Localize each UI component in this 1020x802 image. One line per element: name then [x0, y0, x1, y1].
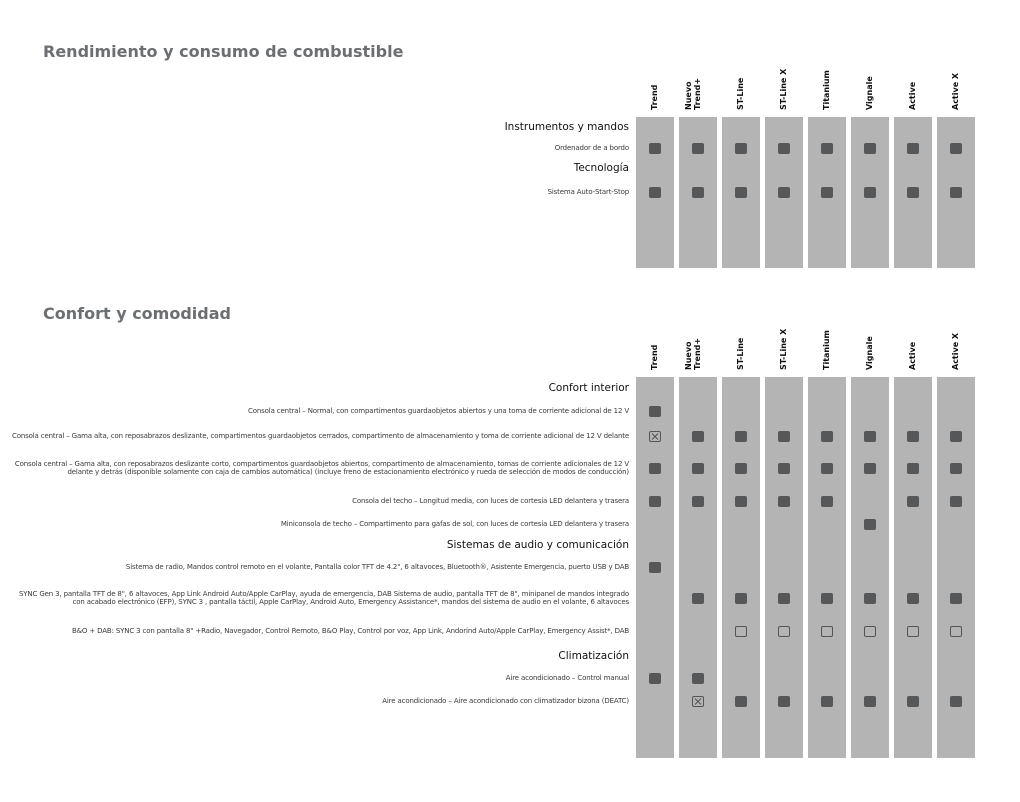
standard-marker — [907, 143, 919, 154]
column-header — [894, 304, 932, 374]
optional-marker — [950, 626, 962, 637]
standard-marker — [821, 496, 833, 507]
standard-marker — [907, 696, 919, 707]
standard-marker — [950, 463, 962, 474]
standard-marker — [692, 463, 704, 474]
feature-label: Consola del techo – Longitud media, con luces de cortesía LED delantera y trasera — [352, 496, 629, 505]
column-header-label: Trend — [650, 344, 659, 370]
column-header — [808, 304, 846, 374]
standard-marker — [950, 696, 962, 707]
standard-marker — [907, 187, 919, 198]
column-header-label: Nuevo Trend+ — [684, 77, 702, 110]
standard-marker — [821, 593, 833, 604]
package-marker — [649, 431, 661, 442]
column-header-label: Trend — [650, 84, 659, 110]
standard-marker — [649, 406, 661, 417]
feature-label: B&O + DAB: SYNC 3 con pantalla 8" +Radio, Navegador, Control Remoto, B&O Play, Control por voz, App Link, Andorind Auto/Apple CarPlay, Emergency Assist*, DAB — [71, 626, 629, 635]
column-header — [636, 44, 674, 114]
standard-marker — [821, 463, 833, 474]
standard-marker — [735, 593, 747, 604]
column-header-label: Active — [908, 81, 917, 110]
column-header-label: Active X — [951, 72, 960, 110]
column-header-label: Vignale — [865, 76, 874, 110]
standard-marker — [778, 187, 790, 198]
standard-marker — [778, 696, 790, 707]
standard-marker — [735, 496, 747, 507]
package-marker — [692, 696, 704, 707]
standard-marker — [692, 187, 704, 198]
standard-marker — [735, 187, 747, 198]
column-header-label: Titanium — [822, 330, 831, 370]
standard-marker — [778, 463, 790, 474]
feature-label: Aire acondicionado – Control manual — [505, 673, 629, 682]
standard-marker — [864, 593, 876, 604]
standard-marker — [649, 187, 661, 198]
standard-marker — [778, 496, 790, 507]
optional-marker — [778, 626, 790, 637]
column-header — [851, 304, 889, 374]
column-header — [765, 304, 803, 374]
column-header-label: Vignale — [865, 336, 874, 370]
category-heading: Climatización — [558, 650, 629, 662]
column-header — [722, 304, 760, 374]
standard-marker — [864, 187, 876, 198]
standard-marker — [864, 143, 876, 154]
standard-marker — [735, 463, 747, 474]
standard-marker — [907, 431, 919, 442]
column-header — [722, 44, 760, 114]
column-header — [636, 304, 674, 374]
feature-label: Ordenador de a bordo — [554, 143, 629, 152]
feature-label: Miniconsola de techo – Compartimento para gafas de sol, con luces de cortesía LED delantera y trasera — [280, 519, 629, 528]
standard-marker — [778, 143, 790, 154]
standard-marker — [649, 562, 661, 573]
standard-marker — [735, 143, 747, 154]
feature-label: Consola central – Gama alta, con reposabrazos deslizante corto, compartimentos guardaobjetos abiertos, compartimento de almacenamiento, tomas de corriente adicionales de 12 V delante y detrás (disponible solamente con caja de cambios automática) (incluye freno de estacionamiento electrónico y rueda de selección de modos de conducción) — [14, 459, 629, 477]
standard-marker — [692, 143, 704, 154]
standard-marker — [907, 463, 919, 474]
standard-marker — [821, 187, 833, 198]
standard-marker — [864, 431, 876, 442]
standard-marker — [821, 431, 833, 442]
column-header — [937, 304, 975, 374]
column-header-label: ST-Line X — [779, 68, 788, 110]
column-header — [679, 304, 717, 374]
column-header — [851, 44, 889, 114]
category-heading: Confort interior — [548, 382, 629, 394]
standard-marker — [778, 431, 790, 442]
optional-marker — [735, 626, 747, 637]
feature-label: Consola central – Normal, con compartimentos guardaobjetos abiertos y una toma de corriente adicional de 12 V — [248, 406, 629, 415]
feature-label: SYNC Gen 3, pantalla TFT de 8", 6 altavoces, App Link Android Auto/Apple CarPlay, ayuda de emergencia, DAB Sistema de audio, pantalla TFT de 8", minipanel de mandos integrado con acabado electrónico (EFP), SYNC 3 , pantalla táctil, Apple CarPlay, Android Auto, Emergency Assistance*, mandos del sistema de audio en el volante, 6 altavoces — [19, 589, 629, 607]
category-heading: Tecnología — [573, 162, 629, 174]
category-heading: Sistemas de audio y comunicación — [446, 539, 629, 551]
optional-marker — [864, 626, 876, 637]
standard-marker — [950, 143, 962, 154]
standard-marker — [735, 431, 747, 442]
standard-marker — [950, 431, 962, 442]
standard-marker — [649, 143, 661, 154]
column-header-label: ST-Line X — [779, 328, 788, 370]
column-header-label: Active X — [951, 332, 960, 370]
standard-marker — [864, 519, 876, 530]
feature-label: Sistema de radio, Mandos control remoto en el volante, Pantalla color TFT de 4.2", 6 altavoces, Bluetooth®, Asistente Emergencia, puerto USB y DAB — [125, 562, 629, 571]
standard-marker — [692, 431, 704, 442]
standard-marker — [692, 496, 704, 507]
column-header — [894, 44, 932, 114]
standard-marker — [778, 593, 790, 604]
section-title: Confort y comodidad — [43, 304, 231, 323]
standard-marker — [735, 696, 747, 707]
section-title: Rendimiento y consumo de combustible — [43, 42, 404, 61]
column-header — [765, 44, 803, 114]
column-header — [808, 44, 846, 114]
standard-marker — [907, 496, 919, 507]
standard-marker — [950, 496, 962, 507]
column-header-label: Active — [908, 341, 917, 370]
standard-marker — [864, 696, 876, 707]
column-header-label: ST-Line — [736, 337, 745, 370]
feature-label: Consola central – Gama alta, con reposabrazos deslizante, compartimentos guardaobjetos cerrados, compartimento de almacenamiento y toma de corriente adicional de 12 V delante — [11, 431, 629, 440]
optional-marker — [907, 626, 919, 637]
standard-marker — [649, 463, 661, 474]
standard-marker — [649, 673, 661, 684]
feature-label: Sistema Auto-Start-Stop — [547, 187, 629, 196]
column-header-label: Titanium — [822, 70, 831, 110]
standard-marker — [907, 593, 919, 604]
standard-marker — [649, 496, 661, 507]
standard-marker — [692, 593, 704, 604]
optional-marker — [821, 626, 833, 637]
standard-marker — [864, 463, 876, 474]
standard-marker — [692, 673, 704, 684]
standard-marker — [950, 187, 962, 198]
feature-label: Aire acondicionado – Aire acondicionado con climatizador bizona (DEATC) — [382, 696, 629, 705]
column-header — [679, 44, 717, 114]
category-heading: Instrumentos y mandos — [504, 121, 629, 133]
standard-marker — [821, 143, 833, 154]
column-header — [937, 44, 975, 114]
standard-marker — [950, 593, 962, 604]
column-header-label: Nuevo Trend+ — [684, 337, 702, 370]
standard-marker — [821, 696, 833, 707]
column-header-label: ST-Line — [736, 77, 745, 110]
